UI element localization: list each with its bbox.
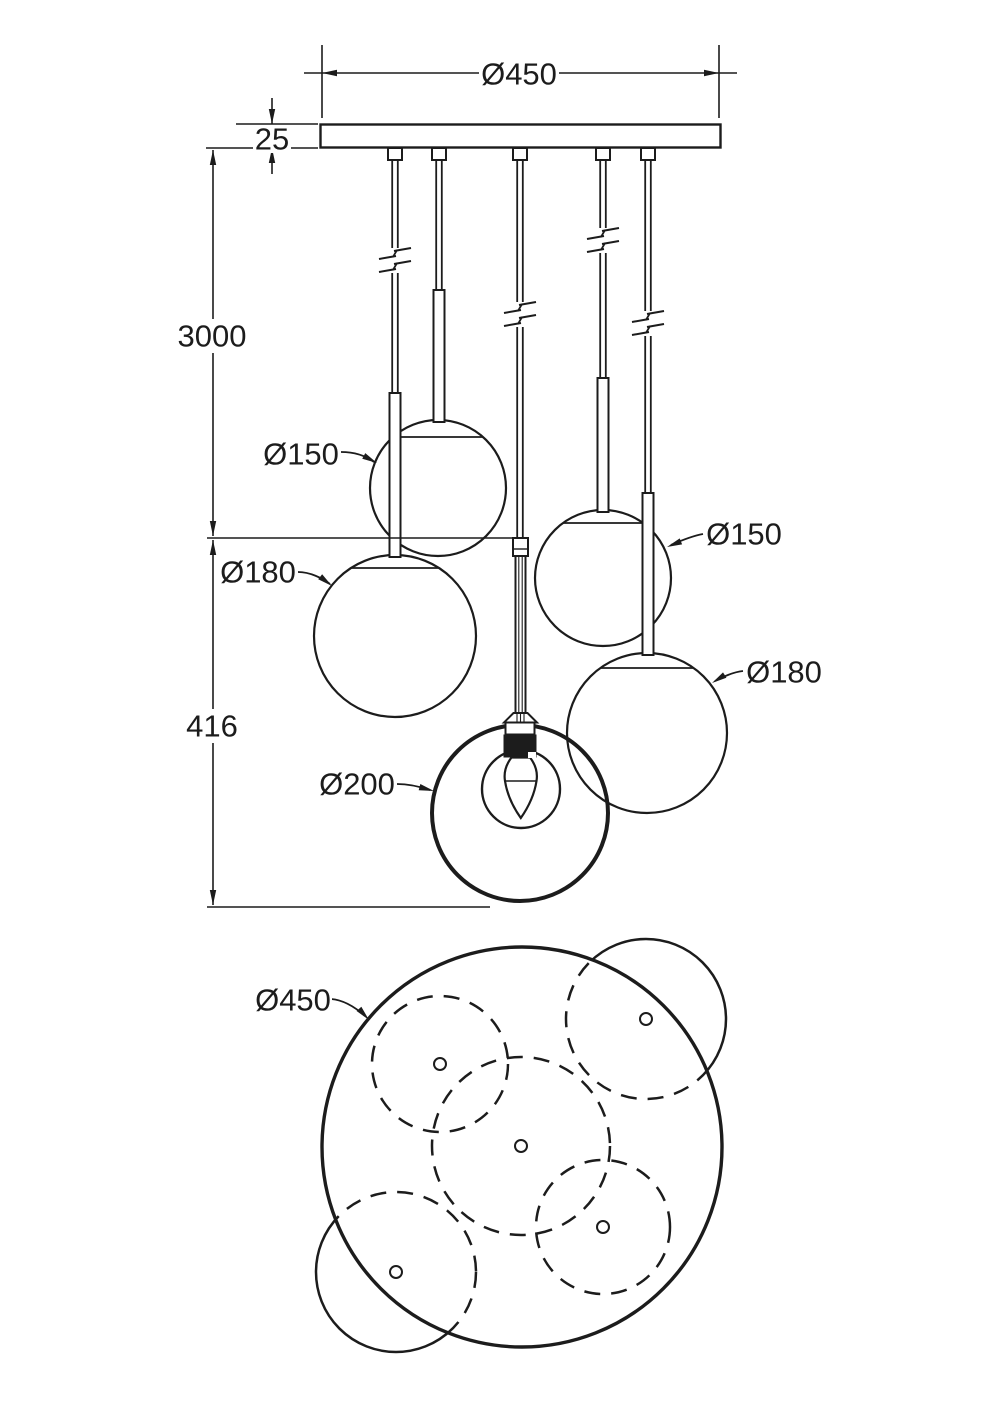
plan-cord-hole — [640, 1013, 652, 1025]
plan-cord-hole — [515, 1140, 527, 1152]
cord-joint-collar — [513, 538, 528, 556]
plan-hidden-globes — [316, 939, 726, 1352]
dim-canopy-width-top: Ø450 — [481, 56, 557, 92]
leader-180-right-arrowhead — [712, 672, 726, 683]
plan-cord-hole — [390, 1266, 402, 1278]
ceiling-plate-nipple — [641, 148, 655, 160]
dim-canopy-thickness: 25 — [254, 121, 290, 157]
leader-200-center-arrowhead — [419, 784, 434, 791]
arrow-416-top — [210, 540, 216, 555]
cord-sleeve — [434, 290, 445, 422]
ceiling-plate-nipple — [432, 148, 446, 160]
plan-globe-180-left-visible — [316, 1192, 476, 1352]
leader-150-right-arrowhead — [667, 538, 682, 547]
cord-sleeve — [598, 378, 609, 512]
lamp-holder-notch — [528, 752, 536, 758]
center-rod — [516, 556, 526, 713]
ceiling-plate-nipple — [513, 148, 527, 160]
arrow-416-bottom — [210, 890, 216, 905]
leader-450-plan-arrowhead — [357, 1007, 369, 1020]
dim-cluster-height: 416 — [186, 708, 238, 744]
dimension-annotations — [206, 45, 743, 1020]
plan-globe-200-center-hidden — [432, 1057, 610, 1235]
plan-globe-180-right-visible — [566, 939, 726, 1099]
ceiling-plate-nipple — [388, 148, 402, 160]
leader-150-left-arrowhead — [362, 453, 377, 463]
arrow-450-right — [704, 70, 719, 76]
plan-visible-globes — [316, 939, 726, 1352]
plan-canopy-outline — [322, 947, 722, 1347]
globe-180-right — [567, 653, 727, 813]
dia-canopy-plan: Ø450 — [255, 982, 331, 1018]
dimension-labels — [175, 56, 823, 1018]
cord-sleeve — [643, 493, 654, 655]
dim-cord-length: 3000 — [177, 318, 247, 354]
candle-bulb — [505, 758, 537, 819]
leader-450-plan — [331, 999, 365, 1016]
plan-cord-hole — [434, 1058, 446, 1070]
plan-view — [316, 939, 726, 1352]
dia-globe-150-right: Ø150 — [706, 516, 782, 552]
arrow-3000-bottom — [210, 521, 216, 536]
dia-globe-180-left: Ø180 — [220, 554, 296, 590]
dia-globe-200-center: Ø200 — [319, 766, 395, 802]
dia-globe-150-left: Ø150 — [263, 436, 339, 472]
ceiling-plate-nipple — [596, 148, 610, 160]
lamp-holder-ring — [506, 723, 535, 735]
arrow-450-left — [322, 70, 337, 76]
arrow-3000-top — [210, 150, 216, 165]
leader-180-left-arrowhead — [318, 574, 332, 586]
dia-globe-180-right: Ø180 — [746, 654, 822, 690]
ceiling-plate — [321, 125, 721, 148]
globe-180-left — [314, 555, 476, 717]
cord-sleeve — [390, 393, 401, 557]
plan-cord-hole — [597, 1221, 609, 1233]
